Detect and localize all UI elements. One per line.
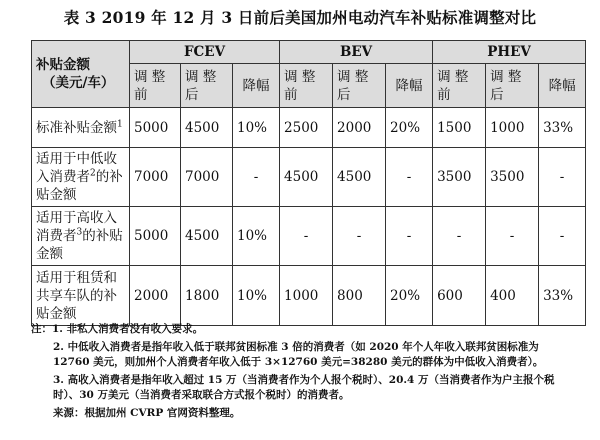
cell: 33% [539, 266, 586, 326]
sub-header-before: 调 整 前 [433, 64, 486, 108]
sub-header-before: 调 整 前 [130, 64, 181, 108]
cell: - [433, 207, 486, 266]
cell: 20% [386, 108, 433, 148]
footnotes [31, 322, 576, 423]
sub-header-after: 调 整 后 [486, 64, 539, 108]
row-label: 适用于租赁和共享车队的补贴金额 [32, 266, 130, 326]
table-row [32, 108, 586, 148]
sub-header-drop: 降幅 [386, 64, 433, 108]
cell: - [386, 207, 433, 266]
cell: 2500 [280, 108, 333, 148]
cell: 7000 [181, 148, 233, 207]
cell: 1500 [433, 108, 486, 148]
cell: 3500 [486, 148, 539, 207]
cell: 10% [233, 266, 280, 326]
cell: - [333, 207, 386, 266]
cell: - [486, 207, 539, 266]
row-label: 标准补贴金额$^1$ [32, 108, 130, 148]
cell: 20% [386, 266, 433, 326]
cell: 5000 [130, 108, 181, 148]
table-row [32, 266, 586, 326]
group-header-bev: BEV [280, 41, 433, 64]
cell: 4500 [280, 148, 333, 207]
cell: - [539, 148, 586, 207]
cell: 600 [433, 266, 486, 326]
cell: - [233, 148, 280, 207]
cell: - [280, 207, 333, 266]
cell: 10% [233, 207, 280, 266]
cell: 1000 [486, 108, 539, 148]
sub-header-after: 调 整 后 [333, 64, 386, 108]
cell: 2000 [333, 108, 386, 148]
footnote-2: 2. 中低收入消费者是指年收入低于联邦贫困标准 3 倍的消费者（如 2020 年个人年收入联邦贫困标准为 12760 美元，则加州个人消费者年收入低于 3×12760 美元=38280 美元的群体为中低收入消费者）。 [53, 340, 544, 368]
corner-line-2: （美元/车） [42, 75, 115, 91]
cell: 7000 [130, 148, 181, 207]
sub-header-drop: 降幅 [539, 64, 586, 108]
row-label: 适用于高收入消费者$^3$的补贴金额 [32, 207, 130, 266]
cell: 1000 [280, 266, 333, 326]
table-title: 表 3 2019 年 12 月 3 日前后美国加州电动汽车补贴标准调整对比 [63, 8, 537, 27]
sub-header-before: 调 整 前 [280, 64, 333, 108]
corner-line-1: 补贴金额 [36, 57, 90, 73]
corner-header [32, 41, 130, 108]
source-note: 来源：根据加州 CVRP 官网资料整理。 [53, 406, 241, 419]
cell: 3500 [433, 148, 486, 207]
cell: 4500 [181, 108, 233, 148]
cell: 4500 [333, 148, 386, 207]
sub-header-drop: 降幅 [233, 64, 280, 108]
cell: 10% [233, 108, 280, 148]
row-label: 适用于中低收入消费者$^2$的补贴金额 [32, 148, 130, 207]
cell: 4500 [181, 207, 233, 266]
footnote-3: 3. 高收入消费者是指年收入超过 15 万（当消费者作为个人报个税时）、20.4 万（当消费者作为户主报个税时）、30 万美元（当消费者采取联合方式报个税时）的消费者。 [53, 373, 555, 401]
subsidy-table [31, 40, 586, 326]
cell: 1800 [181, 266, 233, 326]
sub-header-after: 调 整 后 [181, 64, 233, 108]
cell: - [539, 207, 586, 266]
table-row [32, 207, 586, 266]
cell: 400 [486, 266, 539, 326]
cell: 2000 [130, 266, 181, 326]
cell: 5000 [130, 207, 181, 266]
cell: 800 [333, 266, 386, 326]
cell: 33% [539, 108, 586, 148]
table-row [32, 148, 586, 207]
footnote-1: 注：1. 非私人消费者没有收入要求。 [31, 323, 204, 335]
group-header-phev: PHEV [433, 41, 586, 64]
group-header-fcev: FCEV [130, 41, 280, 64]
cell: - [386, 148, 433, 207]
